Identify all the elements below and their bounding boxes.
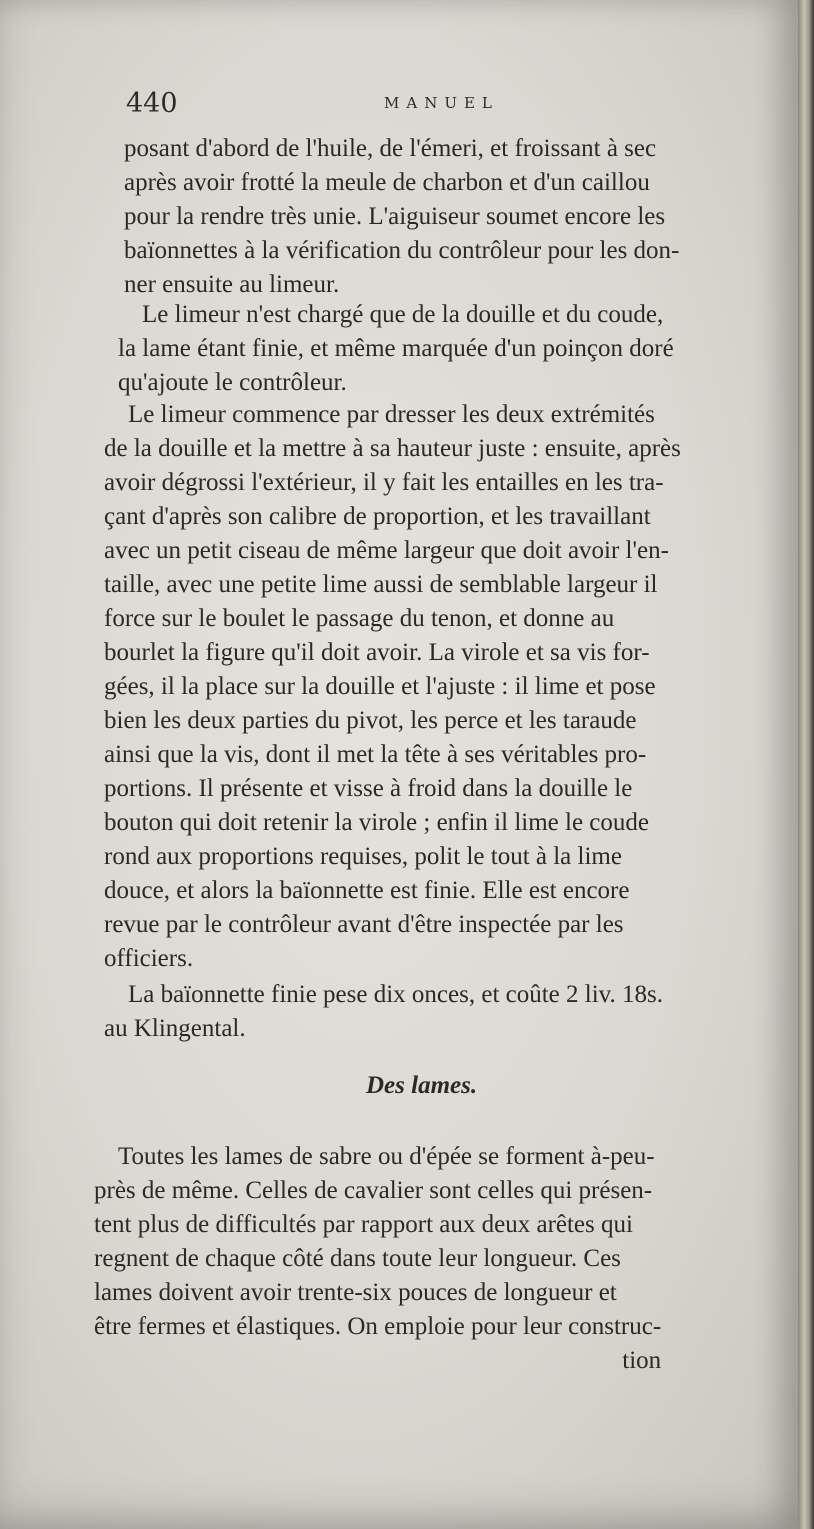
text-line: rond aux proportions requises, polit le tout à la lime	[104, 843, 622, 870]
text-line: officiers.	[104, 945, 194, 972]
text-line: la lame étant finie, et même marquée d'un poinçon doré	[118, 335, 674, 362]
text-line: posant d'abord de l'huile, de l'émeri, et froissant à sec	[124, 135, 657, 162]
text-line: ner ensuite au limeur.	[124, 271, 340, 298]
text-line: douce, et alors la baïonnette est finie. Elle est encore	[104, 877, 630, 904]
text-line: après avoir frotté la meule de charbon et d'un caillou	[124, 169, 650, 196]
page-number: 440	[126, 88, 178, 119]
section-heading: Des lames.	[366, 1072, 478, 1099]
text-line: bourlet la figure qu'il doit avoir. La virole et sa vis for-	[104, 639, 650, 666]
catchword: tion	[622, 1347, 662, 1374]
text-line: pour la rendre très unie. L'aiguiseur soumet encore les	[124, 203, 666, 230]
text-line: être fermes et élastiques. On emploie pour leur construc-	[94, 1313, 662, 1340]
running-head: MANUEL	[384, 94, 499, 112]
text-line: près de même. Celles de cavalier sont celles qui présen-	[94, 1177, 653, 1204]
paragraph-1	[124, 132, 679, 302]
text-line: bien les deux parties du pivot, les perce et les taraude	[104, 707, 637, 734]
text-line: taille, avec une petite lime aussi de semblable largeur il	[104, 571, 658, 598]
text-line: ainsi que la vis, dont il met la tête à ses véritables pro-	[104, 741, 647, 768]
text-line: lames doivent avoir trente-six pouces de longueur et	[94, 1279, 617, 1306]
text-line: revue par le contrôleur avant d'être inspectée par les	[104, 911, 624, 938]
text-line: çant d'après son calibre de proportion, et les travaillant	[104, 503, 651, 530]
text-line: qu'ajoute le contrôleur.	[118, 369, 347, 396]
text-line: force sur le boulet le passage du tenon, et donne au	[104, 605, 615, 632]
page-header	[126, 88, 546, 128]
text-line: bouton qui doit retenir la virole ; enfin il lime le coude	[104, 809, 649, 836]
text-line: Toutes les lames de sabre ou d'épée se forment à-peu-	[118, 1143, 655, 1170]
text-line: tent plus de difficultés par rapport aux deux arêtes qui	[94, 1211, 633, 1238]
page-edge	[798, 0, 814, 1529]
text-line: La baïonnette finie pese dix onces, et coûte 2 liv. 18s.	[128, 981, 664, 1008]
text-line: portions. Il présente et visse à froid dans la douille le	[104, 775, 633, 802]
text-line: au Klingental.	[104, 1015, 246, 1042]
text-line: regnent de chaque côté dans toute leur longueur. Ces	[94, 1245, 621, 1272]
text-line: Le limeur n'est chargé que de la douille et du coude,	[142, 301, 664, 328]
text-line: avoir dégrossi l'extérieur, il y fait les entailles en les tra-	[104, 469, 664, 496]
section-paragraph	[94, 1140, 661, 1378]
text-line: avec un petit ciseau de même largeur que doit avoir l'en-	[104, 537, 669, 564]
text-line: de la douille et la mettre à sa hauteur juste : ensuite, après	[104, 435, 681, 462]
text-line: Le limeur commence par dresser les deux extrémités	[128, 401, 655, 428]
paragraph-4	[104, 978, 663, 1046]
text-line: baïonnettes à la vérification du contrôleur pour les don-	[124, 237, 680, 264]
paragraph-2	[118, 298, 674, 400]
paragraph-3	[104, 398, 681, 976]
text-line: gées, il la place sur la douille et l'ajuste : il lime et pose	[104, 673, 656, 700]
